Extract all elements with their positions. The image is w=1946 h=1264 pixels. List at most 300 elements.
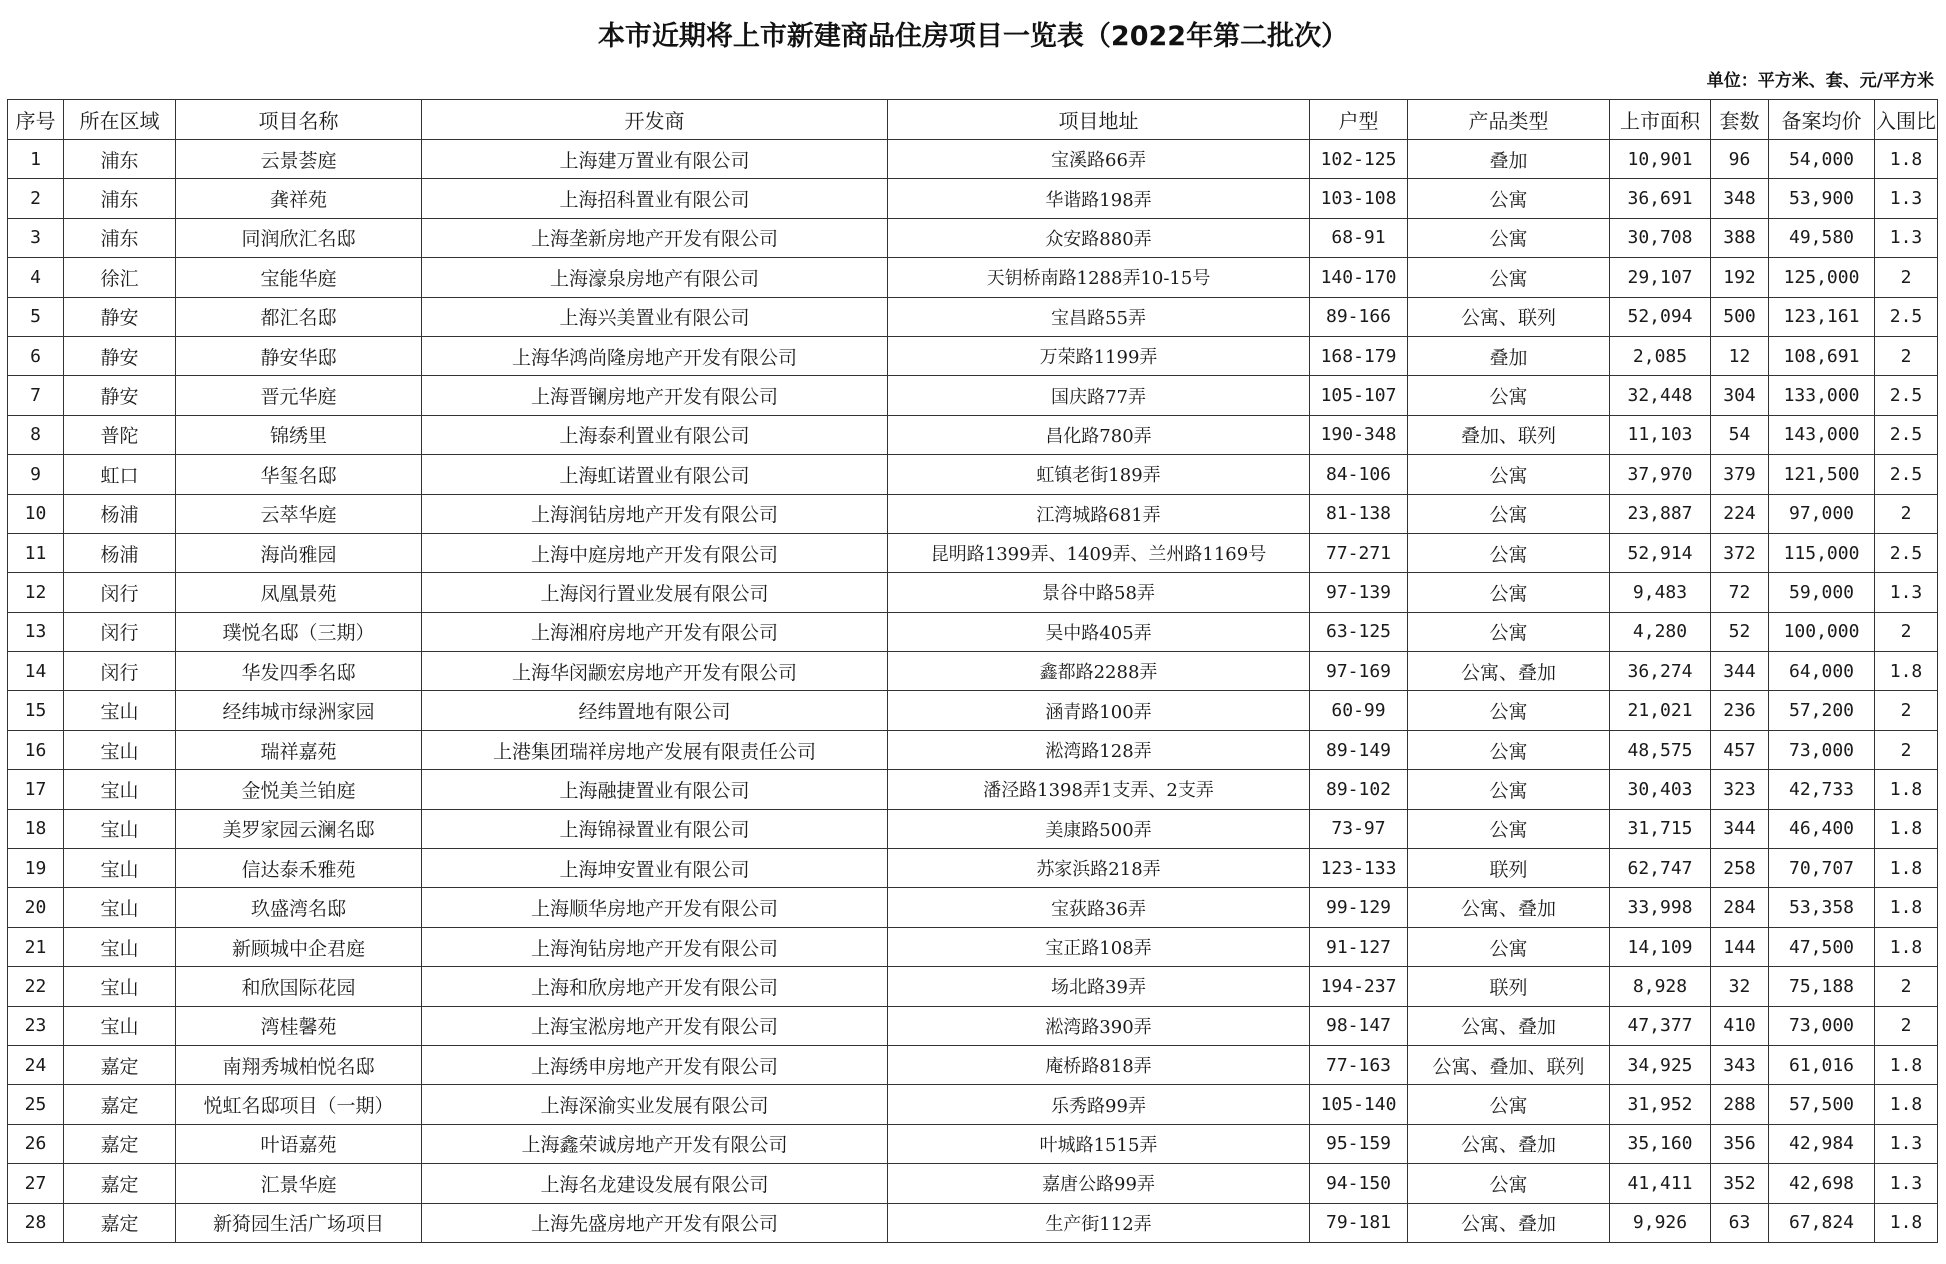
cell-developer: 上海闵行置业发展有限公司 [422, 573, 888, 612]
cell-developer: 上海鑫荣诚房地产开发有限公司 [422, 1124, 888, 1163]
cell-avg-price: 73,000 [1769, 730, 1875, 769]
cell-product-type: 叠加、联列 [1408, 415, 1610, 454]
cell-product-type: 公寓 [1408, 730, 1610, 769]
cell-units: 323 [1711, 770, 1769, 809]
table-row [8, 455, 1938, 494]
cell-district: 宝山 [64, 770, 176, 809]
cell-district: 宝山 [64, 730, 176, 769]
cell-unit-size: 77-271 [1310, 533, 1408, 572]
cell-district: 浦东 [64, 140, 176, 179]
cell-avg-price: 42,698 [1769, 1164, 1875, 1203]
cell-product-type: 公寓 [1408, 1085, 1610, 1124]
cell-project-name: 晋元华庭 [176, 376, 422, 415]
cell-district: 闵行 [64, 612, 176, 651]
housing-projects-table [7, 99, 1938, 1243]
cell-ratio: 1.3 [1875, 1124, 1938, 1163]
cell-index: 8 [8, 415, 64, 454]
table-row [8, 573, 1938, 612]
cell-units: 352 [1711, 1164, 1769, 1203]
cell-address: 场北路39弄 [888, 967, 1310, 1006]
cell-avg-price: 46,400 [1769, 809, 1875, 848]
table-row [8, 612, 1938, 651]
cell-district: 闵行 [64, 652, 176, 691]
cell-index: 25 [8, 1085, 64, 1124]
cell-units: 236 [1711, 691, 1769, 730]
cell-index: 15 [8, 691, 64, 730]
cell-district: 杨浦 [64, 533, 176, 572]
cell-address: 庵桥路818弄 [888, 1045, 1310, 1084]
cell-product-type: 公寓、叠加 [1408, 652, 1610, 691]
cell-project-name: 凤凰景苑 [176, 573, 422, 612]
cell-district: 宝山 [64, 691, 176, 730]
cell-index: 21 [8, 927, 64, 966]
table-row [8, 1164, 1938, 1203]
cell-ratio: 2.5 [1875, 415, 1938, 454]
table-row [8, 691, 1938, 730]
cell-product-type: 公寓 [1408, 1164, 1610, 1203]
cell-developer: 上海锦禄置业有限公司 [422, 809, 888, 848]
cell-unit-size: 168-179 [1310, 336, 1408, 375]
cell-avg-price: 73,000 [1769, 1006, 1875, 1045]
cell-area: 36,691 [1610, 179, 1711, 218]
table-row [8, 258, 1938, 297]
cell-index: 5 [8, 297, 64, 336]
cell-area: 37,970 [1610, 455, 1711, 494]
cell-ratio: 1.3 [1875, 1164, 1938, 1203]
cell-product-type: 公寓 [1408, 691, 1610, 730]
cell-district: 普陀 [64, 415, 176, 454]
table-row [8, 297, 1938, 336]
cell-ratio: 1.8 [1875, 809, 1938, 848]
cell-developer: 上海招科置业有限公司 [422, 179, 888, 218]
table-row [8, 494, 1938, 533]
cell-units: 410 [1711, 1006, 1769, 1045]
cell-project-name: 海尚雅园 [176, 533, 422, 572]
cell-area: 14,109 [1610, 927, 1711, 966]
cell-index: 7 [8, 376, 64, 415]
cell-product-type: 联列 [1408, 849, 1610, 888]
cell-avg-price: 53,358 [1769, 888, 1875, 927]
cell-project-name: 云景荟庭 [176, 140, 422, 179]
table-row [8, 927, 1938, 966]
cell-unit-size: 123-133 [1310, 849, 1408, 888]
cell-area: 47,377 [1610, 1006, 1711, 1045]
cell-unit-size: 89-166 [1310, 297, 1408, 336]
cell-units: 457 [1711, 730, 1769, 769]
cell-unit-size: 77-163 [1310, 1045, 1408, 1084]
cell-ratio: 1.8 [1875, 1085, 1938, 1124]
cell-project-name: 玖盛湾名邸 [176, 888, 422, 927]
cell-unit-size: 102-125 [1310, 140, 1408, 179]
cell-avg-price: 42,984 [1769, 1124, 1875, 1163]
cell-ratio: 1.8 [1875, 888, 1938, 927]
cell-area: 52,094 [1610, 297, 1711, 336]
cell-unit-size: 97-169 [1310, 652, 1408, 691]
cell-area: 41,411 [1610, 1164, 1711, 1203]
cell-developer: 上海宝淞房地产开发有限公司 [422, 1006, 888, 1045]
cell-address: 天钥桥南路1288弄10-15号 [888, 258, 1310, 297]
cell-unit-size: 94-150 [1310, 1164, 1408, 1203]
cell-index: 10 [8, 494, 64, 533]
cell-project-name: 新猗园生活广场项目 [176, 1203, 422, 1242]
cell-unit-size: 60-99 [1310, 691, 1408, 730]
cell-ratio: 1.8 [1875, 770, 1938, 809]
cell-avg-price: 75,188 [1769, 967, 1875, 1006]
cell-district: 杨浦 [64, 494, 176, 533]
cell-ratio: 2.5 [1875, 376, 1938, 415]
table-row [8, 730, 1938, 769]
cell-unit-size: 103-108 [1310, 179, 1408, 218]
cell-developer: 上海兴美置业有限公司 [422, 297, 888, 336]
cell-address: 昌化路780弄 [888, 415, 1310, 454]
cell-unit-size: 89-102 [1310, 770, 1408, 809]
cell-avg-price: 53,900 [1769, 179, 1875, 218]
cell-avg-price: 57,500 [1769, 1085, 1875, 1124]
cell-project-name: 同润欣汇名邸 [176, 218, 422, 257]
cell-project-name: 和欣国际花园 [176, 967, 422, 1006]
cell-project-name: 金悦美兰铂庭 [176, 770, 422, 809]
cell-index: 13 [8, 612, 64, 651]
cell-unit-size: 194-237 [1310, 967, 1408, 1006]
cell-index: 3 [8, 218, 64, 257]
cell-ratio: 2 [1875, 967, 1938, 1006]
cell-project-name: 龚祥苑 [176, 179, 422, 218]
cell-area: 9,926 [1610, 1203, 1711, 1242]
cell-units: 63 [1711, 1203, 1769, 1242]
cell-avg-price: 49,580 [1769, 218, 1875, 257]
cell-index: 4 [8, 258, 64, 297]
cell-area: 36,274 [1610, 652, 1711, 691]
cell-address: 叶城路1515弄 [888, 1124, 1310, 1163]
column-header-unit-size: 户型 [1310, 100, 1408, 140]
cell-product-type: 公寓、联列 [1408, 297, 1610, 336]
cell-product-type: 叠加 [1408, 336, 1610, 375]
cell-address: 江湾城路681弄 [888, 494, 1310, 533]
cell-ratio: 1.8 [1875, 140, 1938, 179]
table-row [8, 336, 1938, 375]
cell-area: 30,403 [1610, 770, 1711, 809]
cell-index: 27 [8, 1164, 64, 1203]
cell-index: 16 [8, 730, 64, 769]
cell-ratio: 2 [1875, 258, 1938, 297]
cell-project-name: 锦绣里 [176, 415, 422, 454]
cell-area: 31,952 [1610, 1085, 1711, 1124]
cell-developer: 上海泰利置业有限公司 [422, 415, 888, 454]
cell-district: 闵行 [64, 573, 176, 612]
cell-address: 吴中路405弄 [888, 612, 1310, 651]
table-row [8, 967, 1938, 1006]
table-row [8, 849, 1938, 888]
cell-area: 32,448 [1610, 376, 1711, 415]
cell-developer: 上海顺华房地产开发有限公司 [422, 888, 888, 927]
cell-unit-size: 105-107 [1310, 376, 1408, 415]
cell-product-type: 公寓、叠加、联列 [1408, 1045, 1610, 1084]
cell-product-type: 公寓 [1408, 927, 1610, 966]
cell-unit-size: 63-125 [1310, 612, 1408, 651]
cell-developer: 上海洵钻房地产开发有限公司 [422, 927, 888, 966]
cell-area: 52,914 [1610, 533, 1711, 572]
cell-unit-size: 91-127 [1310, 927, 1408, 966]
cell-units: 284 [1711, 888, 1769, 927]
cell-address: 生产街112弄 [888, 1203, 1310, 1242]
cell-index: 9 [8, 455, 64, 494]
cell-project-name: 瑞祥嘉苑 [176, 730, 422, 769]
column-header-address: 项目地址 [888, 100, 1310, 140]
cell-product-type: 公寓、叠加 [1408, 1203, 1610, 1242]
column-header-district: 所在区域 [64, 100, 176, 140]
cell-index: 28 [8, 1203, 64, 1242]
cell-avg-price: 59,000 [1769, 573, 1875, 612]
cell-ratio: 2 [1875, 494, 1938, 533]
table-header-row [8, 100, 1938, 140]
cell-index: 24 [8, 1045, 64, 1084]
cell-area: 8,928 [1610, 967, 1711, 1006]
cell-index: 12 [8, 573, 64, 612]
cell-product-type: 公寓、叠加 [1408, 1006, 1610, 1045]
cell-product-type: 公寓、叠加 [1408, 888, 1610, 927]
cell-district: 浦东 [64, 179, 176, 218]
cell-units: 224 [1711, 494, 1769, 533]
cell-developer: 上海虹诺置业有限公司 [422, 455, 888, 494]
cell-units: 12 [1711, 336, 1769, 375]
table-row [8, 888, 1938, 927]
cell-district: 宝山 [64, 1006, 176, 1045]
column-header-area: 上市面积 [1610, 100, 1711, 140]
cell-unit-size: 98-147 [1310, 1006, 1408, 1045]
cell-index: 1 [8, 140, 64, 179]
cell-address: 涵青路100弄 [888, 691, 1310, 730]
cell-district: 虹口 [64, 455, 176, 494]
cell-area: 35,160 [1610, 1124, 1711, 1163]
cell-ratio: 1.3 [1875, 218, 1938, 257]
cell-project-name: 华发四季名邸 [176, 652, 422, 691]
cell-developer: 上海建万置业有限公司 [422, 140, 888, 179]
cell-district: 嘉定 [64, 1124, 176, 1163]
table-row [8, 1006, 1938, 1045]
cell-address: 景谷中路58弄 [888, 573, 1310, 612]
cell-avg-price: 143,000 [1769, 415, 1875, 454]
cell-address: 华谐路198弄 [888, 179, 1310, 218]
cell-address: 苏家浜路218弄 [888, 849, 1310, 888]
column-header-index: 序号 [8, 100, 64, 140]
cell-product-type: 公寓 [1408, 809, 1610, 848]
cell-index: 20 [8, 888, 64, 927]
cell-area: 10,901 [1610, 140, 1711, 179]
cell-index: 6 [8, 336, 64, 375]
cell-ratio: 1.8 [1875, 927, 1938, 966]
cell-district: 宝山 [64, 809, 176, 848]
cell-units: 32 [1711, 967, 1769, 1006]
table-row [8, 415, 1938, 454]
cell-developer: 上海华闵颛宏房地产开发有限公司 [422, 652, 888, 691]
cell-product-type: 公寓 [1408, 533, 1610, 572]
cell-address: 宝正路108弄 [888, 927, 1310, 966]
cell-index: 22 [8, 967, 64, 1006]
cell-ratio: 2.5 [1875, 533, 1938, 572]
unit-note: 单位：平方米、套、元/平方米 [1706, 71, 1934, 91]
column-header-avg-price: 备案均价 [1769, 100, 1875, 140]
cell-district: 宝山 [64, 927, 176, 966]
cell-project-name: 汇景华庭 [176, 1164, 422, 1203]
cell-district: 宝山 [64, 888, 176, 927]
table-row [8, 140, 1938, 179]
cell-developer: 上海绣申房地产开发有限公司 [422, 1045, 888, 1084]
cell-developer: 上海华鸿尚隆房地产开发有限公司 [422, 336, 888, 375]
cell-units: 54 [1711, 415, 1769, 454]
cell-units: 500 [1711, 297, 1769, 336]
cell-ratio: 2 [1875, 612, 1938, 651]
cell-developer: 上海深渝实业发展有限公司 [422, 1085, 888, 1124]
cell-avg-price: 54,000 [1769, 140, 1875, 179]
cell-district: 嘉定 [64, 1203, 176, 1242]
cell-address: 乐秀路99弄 [888, 1085, 1310, 1124]
cell-product-type: 联列 [1408, 967, 1610, 1006]
cell-unit-size: 140-170 [1310, 258, 1408, 297]
cell-district: 静安 [64, 336, 176, 375]
cell-product-type: 公寓 [1408, 573, 1610, 612]
cell-product-type: 公寓 [1408, 494, 1610, 533]
housing-projects-table-container [7, 99, 1937, 1243]
cell-product-type: 公寓 [1408, 770, 1610, 809]
cell-developer: 上海坤安置业有限公司 [422, 849, 888, 888]
cell-district: 嘉定 [64, 1085, 176, 1124]
cell-avg-price: 57,200 [1769, 691, 1875, 730]
cell-avg-price: 123,161 [1769, 297, 1875, 336]
cell-project-name: 叶语嘉苑 [176, 1124, 422, 1163]
cell-developer: 上海中庭房地产开发有限公司 [422, 533, 888, 572]
cell-developer: 上海濠泉房地产有限公司 [422, 258, 888, 297]
cell-units: 348 [1711, 179, 1769, 218]
cell-district: 嘉定 [64, 1045, 176, 1084]
cell-area: 4,280 [1610, 612, 1711, 651]
cell-ratio: 2 [1875, 336, 1938, 375]
cell-avg-price: 42,733 [1769, 770, 1875, 809]
cell-address: 宝溪路66弄 [888, 140, 1310, 179]
cell-units: 144 [1711, 927, 1769, 966]
cell-address: 宝荻路36弄 [888, 888, 1310, 927]
cell-product-type: 公寓 [1408, 179, 1610, 218]
cell-units: 372 [1711, 533, 1769, 572]
cell-ratio: 2 [1875, 1006, 1938, 1045]
cell-index: 11 [8, 533, 64, 572]
cell-area: 9,483 [1610, 573, 1711, 612]
cell-area: 2,085 [1610, 336, 1711, 375]
cell-units: 344 [1711, 809, 1769, 848]
cell-developer: 经纬置地有限公司 [422, 691, 888, 730]
cell-avg-price: 125,000 [1769, 258, 1875, 297]
cell-address: 昆明路1399弄、1409弄、兰州路1169号 [888, 533, 1310, 572]
cell-units: 288 [1711, 1085, 1769, 1124]
cell-address: 国庆路77弄 [888, 376, 1310, 415]
cell-ratio: 1.3 [1875, 573, 1938, 612]
table-row [8, 809, 1938, 848]
table-row [8, 218, 1938, 257]
cell-address: 淞湾路390弄 [888, 1006, 1310, 1045]
cell-developer: 上海名龙建设发展有限公司 [422, 1164, 888, 1203]
cell-area: 30,708 [1610, 218, 1711, 257]
cell-project-name: 经纬城市绿洲家园 [176, 691, 422, 730]
cell-index: 2 [8, 179, 64, 218]
cell-ratio: 2 [1875, 730, 1938, 769]
table-row [8, 1045, 1938, 1084]
cell-address: 嘉唐公路99弄 [888, 1164, 1310, 1203]
cell-developer: 上海垄新房地产开发有限公司 [422, 218, 888, 257]
cell-avg-price: 121,500 [1769, 455, 1875, 494]
document-title: 本市近期将上市新建商品住房项目一览表（2022年第二批次） [597, 21, 1349, 52]
cell-ratio: 1.8 [1875, 1045, 1938, 1084]
cell-ratio: 2.5 [1875, 297, 1938, 336]
cell-address: 鑫都路2288弄 [888, 652, 1310, 691]
cell-index: 19 [8, 849, 64, 888]
cell-unit-size: 81-138 [1310, 494, 1408, 533]
cell-units: 356 [1711, 1124, 1769, 1163]
cell-units: 258 [1711, 849, 1769, 888]
cell-avg-price: 67,824 [1769, 1203, 1875, 1242]
cell-project-name: 华玺名邸 [176, 455, 422, 494]
cell-address: 虹镇老街189弄 [888, 455, 1310, 494]
cell-product-type: 公寓 [1408, 218, 1610, 257]
cell-avg-price: 100,000 [1769, 612, 1875, 651]
cell-address: 潘泾路1398弄1支弄、2支弄 [888, 770, 1310, 809]
cell-district: 徐汇 [64, 258, 176, 297]
cell-project-name: 云萃华庭 [176, 494, 422, 533]
cell-index: 23 [8, 1006, 64, 1045]
cell-district: 嘉定 [64, 1164, 176, 1203]
cell-developer: 上海晋镧房地产开发有限公司 [422, 376, 888, 415]
cell-units: 96 [1711, 140, 1769, 179]
cell-product-type: 公寓 [1408, 612, 1610, 651]
cell-units: 343 [1711, 1045, 1769, 1084]
cell-area: 33,998 [1610, 888, 1711, 927]
cell-project-name: 美罗家园云澜名邸 [176, 809, 422, 848]
cell-unit-size: 105-140 [1310, 1085, 1408, 1124]
cell-index: 17 [8, 770, 64, 809]
cell-avg-price: 64,000 [1769, 652, 1875, 691]
cell-units: 52 [1711, 612, 1769, 651]
cell-units: 379 [1711, 455, 1769, 494]
cell-project-name: 璞悦名邸（三期） [176, 612, 422, 651]
cell-project-name: 信达泰禾雅苑 [176, 849, 422, 888]
cell-product-type: 公寓 [1408, 258, 1610, 297]
cell-project-name: 南翔秀城柏悦名邸 [176, 1045, 422, 1084]
column-header-product-type: 产品类型 [1408, 100, 1610, 140]
cell-district: 宝山 [64, 849, 176, 888]
column-header-ratio: 入围比 [1875, 100, 1938, 140]
cell-address: 美康路500弄 [888, 809, 1310, 848]
cell-avg-price: 97,000 [1769, 494, 1875, 533]
cell-index: 18 [8, 809, 64, 848]
table-row [8, 770, 1938, 809]
cell-developer: 上海先盛房地产开发有限公司 [422, 1203, 888, 1242]
cell-product-type: 公寓、叠加 [1408, 1124, 1610, 1163]
cell-product-type: 公寓 [1408, 376, 1610, 415]
cell-units: 72 [1711, 573, 1769, 612]
cell-district: 浦东 [64, 218, 176, 257]
cell-avg-price: 133,000 [1769, 376, 1875, 415]
table-row [8, 1203, 1938, 1242]
cell-ratio: 1.8 [1875, 849, 1938, 888]
cell-area: 62,747 [1610, 849, 1711, 888]
cell-ratio: 1.8 [1875, 1203, 1938, 1242]
cell-product-type: 公寓 [1408, 455, 1610, 494]
cell-district: 静安 [64, 376, 176, 415]
cell-area: 21,021 [1610, 691, 1711, 730]
table-row [8, 533, 1938, 572]
column-header-units: 套数 [1711, 100, 1769, 140]
cell-avg-price: 70,707 [1769, 849, 1875, 888]
cell-index: 14 [8, 652, 64, 691]
cell-area: 11,103 [1610, 415, 1711, 454]
